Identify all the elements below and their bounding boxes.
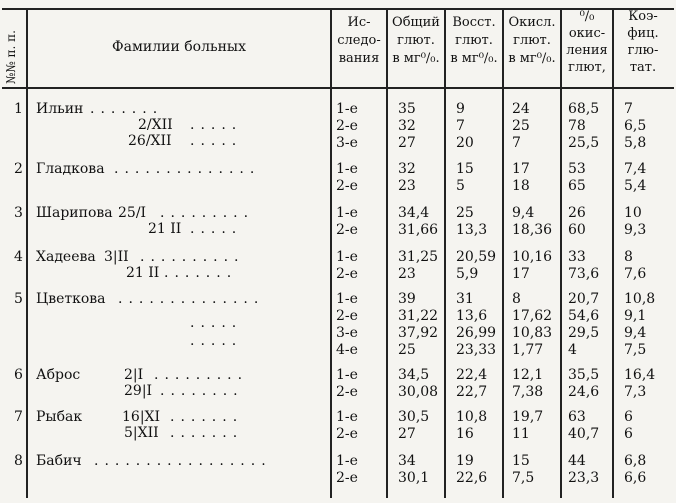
exam-date: 2|I	[124, 367, 144, 383]
total-glut-cell: 25	[398, 342, 416, 358]
study-cell: 1-е	[336, 205, 358, 221]
oxidation-percent-cell: 26	[568, 205, 586, 221]
study-cell: 1-е	[336, 409, 358, 425]
oxidation-percent-cell: 63	[568, 409, 586, 425]
oxidation-percent-cell: 20,7	[568, 291, 600, 307]
exam-date: 29|I	[124, 383, 153, 399]
oxidized-glut-cell: 7,38	[512, 384, 544, 400]
row-number: 5	[14, 291, 23, 307]
reduced-glut-cell: 26,99	[456, 325, 497, 341]
reduced-glut-cell: 20,59	[456, 249, 497, 265]
row-number: 1	[14, 101, 23, 117]
header-reduced: Восст. глют. в мг⁰/₀.	[450, 15, 498, 66]
study-cell: 2-е	[336, 178, 358, 194]
coefficient-cell: 6	[624, 426, 633, 442]
coefficient-cell: 10,8	[624, 291, 656, 307]
reduced-glut-cell: 13,3	[456, 222, 488, 238]
study-cell: 1-е	[336, 453, 358, 469]
patient-name: Шарипова	[36, 205, 113, 221]
header-study: Ис- следо- вания	[337, 15, 381, 66]
exam-date: 5|XII	[124, 425, 159, 441]
leader-dots: .....	[190, 221, 243, 237]
coefficient-cell: 9,4	[624, 325, 647, 341]
reduced-glut-cell: 31	[456, 291, 474, 307]
reduced-glut-cell: 23,33	[456, 342, 497, 358]
reduced-glut-cell: 22,6	[456, 470, 488, 486]
leader-dots: .......	[170, 409, 244, 425]
coefficient-cell: 6,5	[624, 118, 647, 134]
exam-date: 26/XII	[128, 133, 172, 149]
col-divider	[444, 8, 446, 498]
header-rule	[2, 87, 674, 89]
leader-dots: .................	[94, 453, 272, 469]
total-glut-cell: 30,5	[398, 409, 430, 425]
oxidized-glut-cell: 10,16	[512, 249, 553, 265]
reduced-glut-cell: 15	[456, 161, 474, 177]
total-glut-cell: 30,08	[398, 384, 439, 400]
oxidation-percent-cell: 44	[568, 453, 586, 469]
oxidized-glut-cell: 24	[512, 101, 530, 117]
oxidized-glut-cell: 9,4	[512, 205, 535, 221]
col-divider	[560, 8, 562, 498]
reduced-glut-cell: 7	[456, 118, 465, 134]
total-glut-cell: 39	[398, 291, 416, 307]
patient-name: Ильин	[36, 101, 84, 117]
study-cell: 1-е	[336, 161, 358, 177]
total-glut-cell: 34	[398, 453, 416, 469]
leader-dots: ..............	[118, 291, 265, 307]
oxidized-glut-cell: 7	[512, 135, 521, 151]
oxidation-percent-cell: 60	[568, 222, 586, 238]
study-cell: 3-е	[336, 135, 358, 151]
header-coefficient: Коэ- фиц. глю- тат.	[627, 9, 659, 75]
leader-dots: ........	[160, 383, 244, 399]
reduced-glut-cell: 16	[456, 426, 474, 442]
total-glut-cell: 34,4	[398, 205, 430, 221]
oxidized-glut-cell: 11	[512, 426, 530, 442]
exam-date: 2/XII	[138, 117, 173, 133]
oxidized-glut-cell: 19,7	[512, 409, 544, 425]
header-oxidized: Окисл. глют. в мг⁰/₀.	[508, 15, 556, 66]
reduced-glut-cell: 13,6	[456, 308, 488, 324]
study-cell: 1-е	[336, 291, 358, 307]
oxidized-glut-cell: 17,62	[512, 308, 553, 324]
oxidation-percent-cell: 33	[568, 249, 586, 265]
reduced-glut-cell: 22,4	[456, 367, 488, 383]
study-cell: 1-е	[336, 249, 358, 265]
reduced-glut-cell: 22,7	[456, 384, 488, 400]
patient-name: Аброс	[36, 367, 81, 383]
study-cell: 2-е	[336, 426, 358, 442]
leader-dots: .......	[90, 101, 164, 117]
oxidation-percent-cell: 35,5	[568, 367, 600, 383]
col-divider	[386, 8, 388, 498]
leader-dots: ..........	[140, 249, 245, 265]
coefficient-cell: 7,3	[624, 384, 647, 400]
coefficient-cell: 8	[624, 249, 633, 265]
reduced-glut-cell: 5,9	[456, 266, 479, 282]
study-cell: 3-е	[336, 325, 358, 341]
oxidized-glut-cell: 15	[512, 453, 530, 469]
total-glut-cell: 27	[398, 426, 416, 442]
total-glut-cell: 23	[398, 266, 416, 282]
col-divider	[330, 8, 332, 498]
study-cell: 2-е	[336, 308, 358, 324]
study-cell: 2-е	[336, 384, 358, 400]
reduced-glut-cell: 5	[456, 178, 465, 194]
total-glut-cell: 31,66	[398, 222, 439, 238]
oxidized-glut-cell: 17	[512, 266, 530, 282]
total-glut-cell: 27	[398, 135, 416, 151]
coefficient-cell: 6,6	[624, 470, 647, 486]
coefficient-cell: 9,3	[624, 222, 647, 238]
exam-date: 21 II	[126, 265, 160, 281]
patient-name: Хадеева	[36, 249, 96, 265]
leader-dots: .....	[190, 315, 243, 331]
row-number: 3	[14, 205, 23, 221]
oxidized-glut-cell: 10,83	[512, 325, 553, 341]
row-number: 2	[14, 161, 23, 177]
leader-dots: ..............	[114, 161, 261, 177]
col-divider	[502, 8, 504, 498]
oxidation-percent-cell: 23,3	[568, 470, 600, 486]
total-glut-cell: 37,92	[398, 325, 439, 341]
study-cell: 4-е	[336, 342, 358, 358]
total-glut-cell: 30,1	[398, 470, 430, 486]
oxidation-percent-cell: 29,5	[568, 325, 600, 341]
leader-dots: .........	[160, 205, 255, 221]
coefficient-cell: 7,5	[624, 342, 647, 358]
row-number: 8	[14, 453, 23, 469]
reduced-glut-cell: 9	[456, 101, 465, 117]
total-glut-cell: 34,5	[398, 367, 430, 383]
reduced-glut-cell: 20	[456, 135, 474, 151]
coefficient-cell: 5,4	[624, 178, 647, 194]
coefficient-cell: 7,4	[624, 161, 647, 177]
oxidation-percent-cell: 4	[568, 342, 577, 358]
leader-dots: .......	[170, 425, 244, 441]
total-glut-cell: 31,25	[398, 249, 439, 265]
reduced-glut-cell: 10,8	[456, 409, 488, 425]
total-glut-cell: 32	[398, 161, 416, 177]
leader-dots: .........	[154, 367, 249, 383]
row-number: 6	[14, 367, 23, 383]
exam-date: 25/I	[118, 205, 147, 221]
oxidation-percent-cell: 65	[568, 178, 586, 194]
header-total: Общий глют. в мг⁰/₀.	[392, 15, 440, 66]
header-percent: ⁰/₀ окис- ления глют,	[566, 9, 608, 75]
col-divider	[612, 8, 614, 498]
oxidation-percent-cell: 73,6	[568, 266, 600, 282]
total-glut-cell: 31,22	[398, 308, 439, 324]
total-glut-cell: 23	[398, 178, 416, 194]
oxidized-glut-cell: 7,5	[512, 470, 535, 486]
study-cell: 2-е	[336, 470, 358, 486]
col-divider	[26, 8, 28, 498]
oxidized-glut-cell: 18,36	[512, 222, 553, 238]
oxidation-percent-cell: 78	[568, 118, 586, 134]
coefficient-cell: 6	[624, 409, 633, 425]
exam-date: 3|II	[104, 249, 129, 265]
coefficient-cell: 7	[624, 101, 633, 117]
oxidized-glut-cell: 18	[512, 178, 530, 194]
row-number: 7	[14, 409, 23, 425]
coefficient-cell: 10	[624, 205, 642, 221]
leader-dots: .....	[190, 333, 243, 349]
oxidized-glut-cell: 25	[512, 118, 530, 134]
study-cell: 1-е	[336, 101, 358, 117]
oxidation-percent-cell: 24,6	[568, 384, 600, 400]
study-cell: 2-е	[336, 118, 358, 134]
total-glut-cell: 32	[398, 118, 416, 134]
row-number: 4	[14, 249, 23, 265]
coefficient-cell: 6,8	[624, 453, 647, 469]
leader-dots: .....	[190, 117, 243, 133]
patient-name: Рыбак	[36, 409, 83, 425]
patient-name: Бабич	[36, 453, 82, 469]
header-no: №№ п. п.	[4, 30, 18, 84]
oxidized-glut-cell: 12,1	[512, 367, 544, 383]
coefficient-cell: 7,6	[624, 266, 647, 282]
reduced-glut-cell: 19	[456, 453, 474, 469]
study-cell: 2-е	[336, 222, 358, 238]
coefficient-cell: 5,8	[624, 135, 647, 151]
oxidation-percent-cell: 54,6	[568, 308, 600, 324]
oxidation-percent-cell: 53	[568, 161, 586, 177]
exam-date: 16|XI	[122, 409, 161, 425]
leader-dots: .......	[164, 265, 238, 281]
oxidation-percent-cell: 68,5	[568, 101, 600, 117]
oxidized-glut-cell: 17	[512, 161, 530, 177]
oxidized-glut-cell: 8	[512, 291, 521, 307]
patient-name: Цветкова	[36, 291, 106, 307]
patient-name: Гладкова	[36, 161, 105, 177]
reduced-glut-cell: 25	[456, 205, 474, 221]
coefficient-cell: 16,4	[624, 367, 656, 383]
total-glut-cell: 35	[398, 101, 416, 117]
exam-date: 21 II	[148, 221, 182, 237]
coefficient-cell: 9,1	[624, 308, 647, 324]
header-name: Фамилии больных	[112, 39, 246, 55]
oxidized-glut-cell: 1,77	[512, 342, 544, 358]
leader-dots: .....	[190, 133, 243, 149]
study-cell: 1-е	[336, 367, 358, 383]
oxidation-percent-cell: 25,5	[568, 135, 600, 151]
study-cell: 2-е	[336, 266, 358, 282]
oxidation-percent-cell: 40,7	[568, 426, 600, 442]
